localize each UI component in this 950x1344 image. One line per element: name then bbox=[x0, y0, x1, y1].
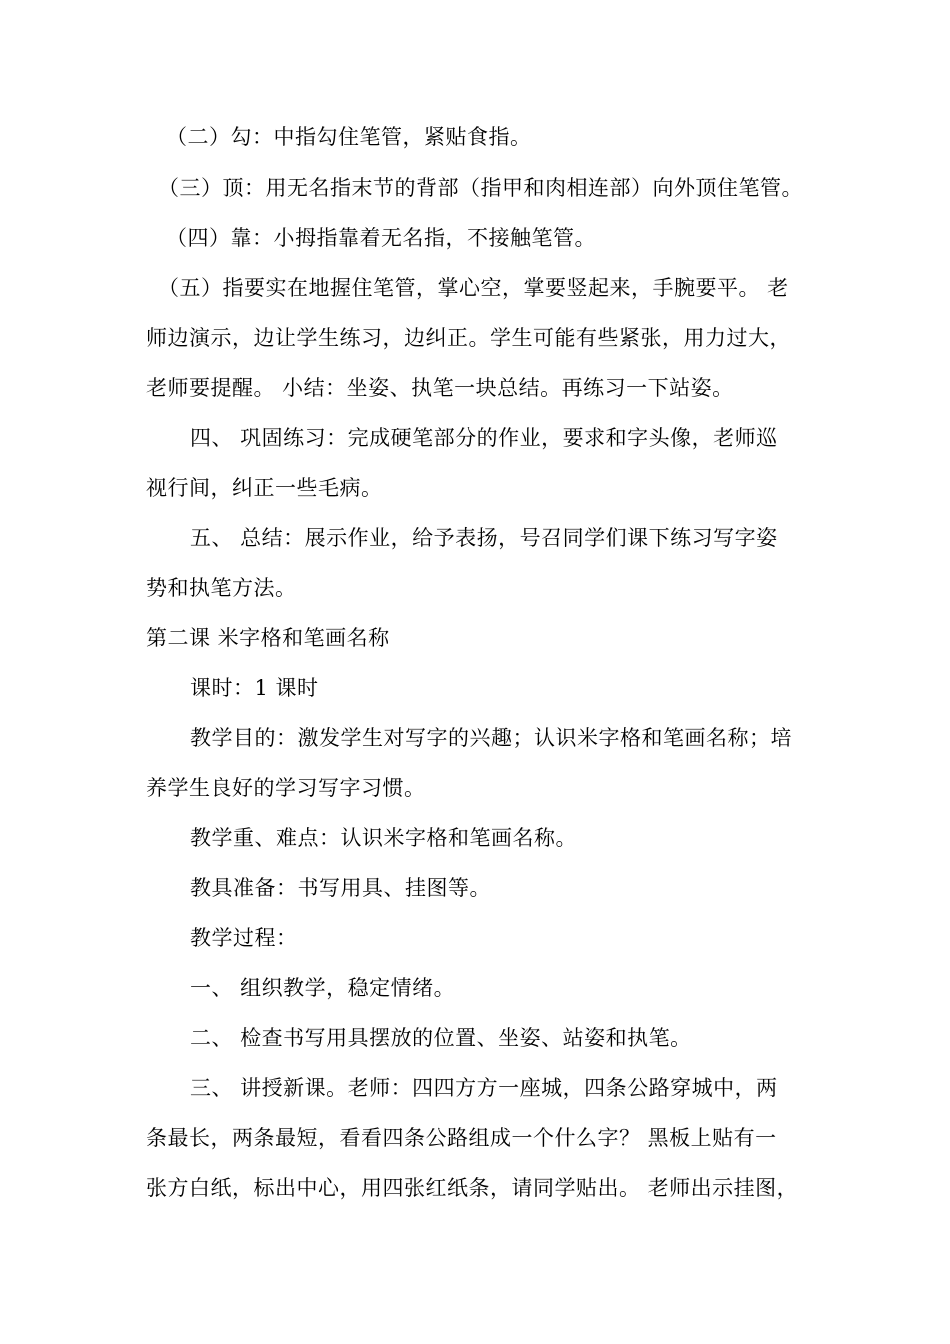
paragraph-line: 师边演示，边让学生练习，边纠正。学生可能有些紧张，用力过大， bbox=[146, 326, 791, 350]
paragraph-line: 五、 总结：展示作业，给予表扬，号召同学们课下练习写字姿 bbox=[190, 526, 778, 550]
paragraph-line: （二）勾：中指勾住笔管，紧贴食指。 bbox=[166, 125, 532, 149]
paragraph-line: 教学过程： bbox=[190, 926, 298, 950]
paragraph-line: 势和执笔方法。 bbox=[146, 576, 297, 600]
paragraph-line: 教学重、难点：认识米字格和笔画名称。 bbox=[190, 826, 577, 850]
paragraph-line: 二、 检查书写用具摆放的位置、坐姿、站姿和执笔。 bbox=[190, 1026, 692, 1050]
paragraph-line: 教具准备：书写用具、挂图等。 bbox=[190, 876, 491, 900]
paragraph-line: 一、 组织教学，稳定情绪。 bbox=[190, 976, 456, 1000]
lesson-heading: 第二课 米字格和笔画名称 bbox=[146, 626, 390, 650]
paragraph-line: 教学目的：激发学生对写字的兴趣；认识米字格和笔画名称；培 bbox=[190, 726, 792, 750]
paragraph-line: 四、 巩固练习：完成硬笔部分的作业，要求和字头像，老师巡 bbox=[190, 426, 778, 450]
paragraph-line: （五）指要实在地握住笔管，掌心空，掌要竖起来，手腕要平。 老 bbox=[158, 276, 789, 300]
paragraph-line: 视行间，纠正一些毛病。 bbox=[146, 476, 383, 500]
paragraph-line: 老师要提醒。 小结：坐姿、执笔一块总结。再练习一下站姿。 bbox=[146, 376, 734, 400]
paragraph-line: 养学生良好的学习写字习惯。 bbox=[146, 776, 426, 800]
paragraph-line: 条最长，两条最短，看看四条公路组成一个什么字？ 黑板上贴有一 bbox=[146, 1126, 777, 1150]
paragraph-line: （四）靠：小拇指靠着无名指，不接触笔管。 bbox=[166, 226, 596, 250]
paragraph-line: 张方白纸，标出中心，用四张红纸条，请同学贴出。 老师出示挂图， bbox=[146, 1176, 799, 1200]
paragraph-line: 三、 讲授新课。老师：四四方方一座城，四条公路穿城中，两 bbox=[190, 1076, 778, 1100]
paragraph-line: 课时：1 课时 bbox=[190, 676, 319, 700]
paragraph-line: （三）顶：用无名指末节的背部（指甲和肉相连部）向外顶住笔管。 bbox=[158, 176, 803, 200]
